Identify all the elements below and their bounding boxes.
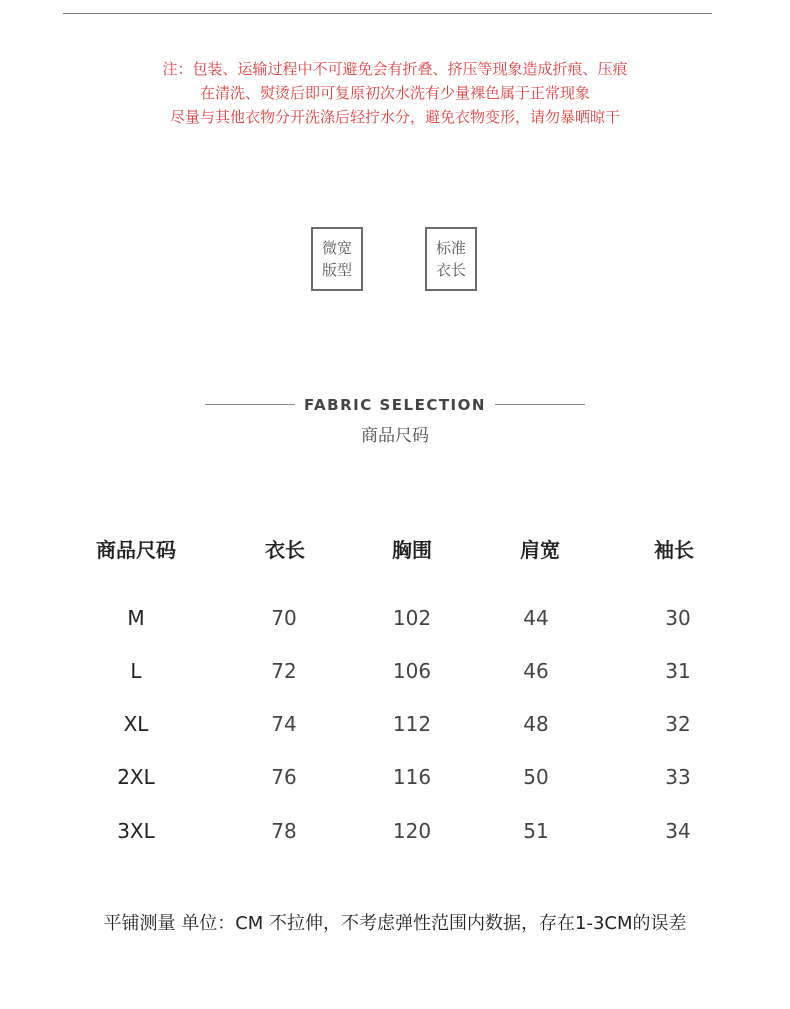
table-cell-shoulder: 46 xyxy=(523,659,549,683)
table-cell-sleeve: 30 xyxy=(665,606,691,630)
table-cell-sleeve: 33 xyxy=(665,765,691,789)
notice-line-2: 在清洗、熨烫后即可复原初次水洗有少量裸色属于正常现象 xyxy=(199,84,590,102)
tag-line: 版型 xyxy=(321,261,352,279)
notice-line-1: 注：包装、运输过程中不可避免会有折叠、挤压等现象造成折痕、压痕 xyxy=(162,60,628,78)
heading-rule-right xyxy=(495,404,585,405)
fit-tag-slightly-wide xyxy=(311,227,363,291)
table-cell-chest: 116 xyxy=(392,765,432,789)
table-cell-length: 76 xyxy=(271,765,297,789)
table-cell-size: 3XL xyxy=(117,819,155,843)
table-cell-length: 70 xyxy=(271,606,297,630)
table-cell-length: 74 xyxy=(271,712,297,736)
table-header-shoulder: 肩宽 xyxy=(520,538,560,562)
tag-line: 标准 xyxy=(435,239,466,257)
table-cell-size: 2XL xyxy=(117,765,155,789)
table-cell-length: 72 xyxy=(271,659,297,683)
table-cell-size: L xyxy=(130,659,142,683)
section-heading xyxy=(0,393,790,417)
table-cell-chest: 106 xyxy=(392,659,432,683)
tag-line: 微宽 xyxy=(321,239,352,257)
table-cell-shoulder: 44 xyxy=(523,606,549,630)
table-header-chest: 胸围 xyxy=(392,538,432,562)
notice-line-3: 尽量与其他衣物分开洗涤后轻拧水分，避免衣物变形，请勿暴晒晾干 xyxy=(169,108,620,126)
table-cell-chest: 112 xyxy=(392,712,432,736)
table-cell-length: 78 xyxy=(271,819,297,843)
table-cell-sleeve: 31 xyxy=(665,659,691,683)
top-divider xyxy=(63,13,712,14)
table-cell-size: M xyxy=(127,606,145,630)
section-subtitle: 商品尺码 xyxy=(361,426,429,446)
table-cell-shoulder: 48 xyxy=(523,712,549,736)
table-header-length: 衣长 xyxy=(265,538,305,562)
length-tag-standard xyxy=(425,227,477,291)
table-cell-sleeve: 34 xyxy=(665,819,691,843)
care-notice xyxy=(0,57,790,129)
table-cell-size: XL xyxy=(123,712,149,736)
table-cell-shoulder: 51 xyxy=(523,819,549,843)
tag-line: 衣长 xyxy=(435,261,466,279)
table-header-sleeve: 袖长 xyxy=(654,538,694,562)
table-cell-shoulder: 50 xyxy=(523,765,549,789)
table-cell-sleeve: 32 xyxy=(665,712,691,736)
table-cell-chest: 102 xyxy=(392,606,432,630)
table-header-size: 商品尺码 xyxy=(96,538,176,562)
section-title: FABRIC SELECTION xyxy=(304,396,486,414)
table-cell-chest: 120 xyxy=(392,819,432,843)
measurement-note: 平铺测量 单位：CM 不拉伸，不考虑弹性范围内数据，存在1-3CM的误差 xyxy=(103,913,687,934)
